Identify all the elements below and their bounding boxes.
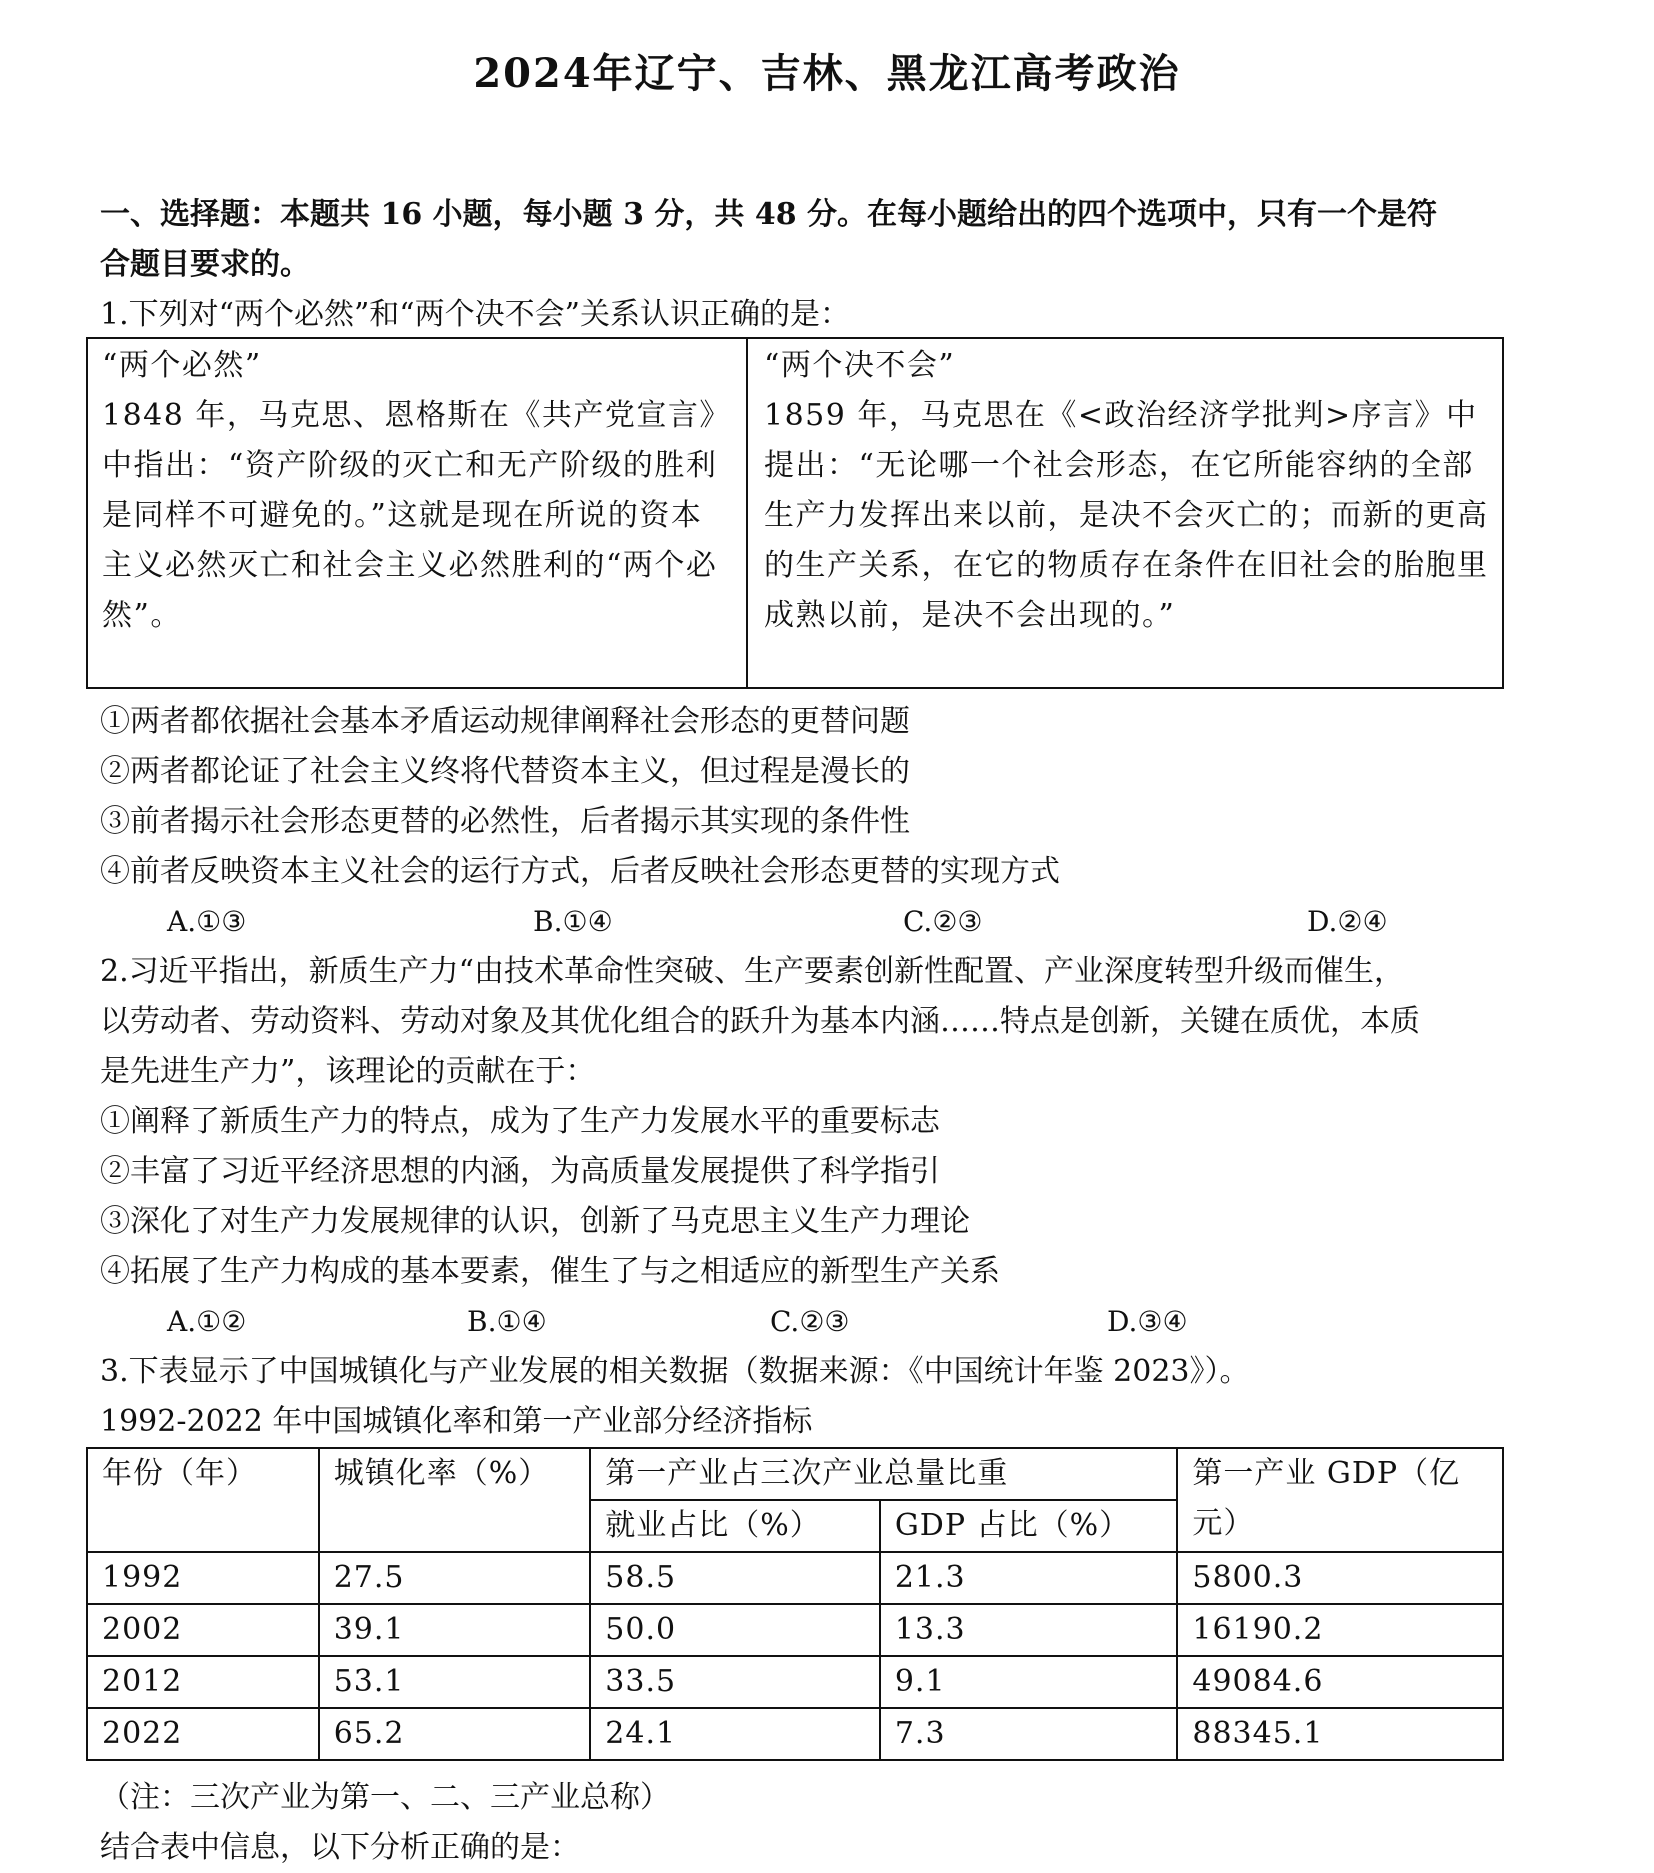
q2-stem-line-3: 是先进生产力”，该理论的贡献在于：: [100, 1054, 596, 1089]
table-row: [87, 1552, 1503, 1604]
q2-option-c[interactable]: C.②③: [770, 1305, 850, 1338]
q2-option-a[interactable]: A.①②: [167, 1305, 247, 1338]
cell-year: 2002: [87, 1604, 319, 1656]
q1-right-text: 1859 年，马克思在《<政治经济学批判>序言》中提出：“无论哪一个社会形态，在它所能容纳的全部生产力发挥出来以前，是决不会灭亡的；而新的更高的生产关系，在它的物质存在条件在旧社会的胎胞里成熟以前，是决不会出现的。”: [764, 398, 1489, 633]
header-primary-gdp: 第一产业 GDP（亿元）: [1177, 1448, 1503, 1552]
cell-urbanization: 27.5: [319, 1552, 591, 1604]
q3-table-title: 1992-2022 年中国城镇化率和第一产业部分经济指标: [100, 1404, 813, 1439]
q1-right-column: [764, 341, 1494, 641]
table-row: [87, 1656, 1503, 1708]
header-primary-share-group: 第一产业占三次产业总量比重: [590, 1448, 1177, 1500]
q1-left-title: “两个必然”: [102, 348, 262, 383]
q1-option-b[interactable]: B.①④: [533, 905, 613, 938]
cell-gdp-share: 13.3: [880, 1604, 1178, 1656]
cell-primary-gdp: 88345.1: [1177, 1708, 1503, 1760]
q1-statement: ①两者都依据社会基本矛盾运动规律阐释社会形态的更替问题: [100, 704, 910, 739]
q2-statement: ②丰富了习近平经济思想的内涵，为高质量发展提供了科学指引: [100, 1154, 940, 1189]
q1-left-column: [102, 341, 732, 641]
q1-left-text: 1848 年，马克思、恩格斯在《共产党宣言》中指出：“资产阶级的灭亡和无产阶级的胜利是同样不可避免的。”这就是现在所说的资本主义必然灭亡和社会主义必然胜利的“两个必然”。: [102, 398, 731, 633]
q2-option-d[interactable]: D.③④: [1107, 1305, 1188, 1338]
q1-statement: ④前者反映资本主义社会的运行方式，后者反映社会形态更替的实现方式: [100, 854, 1060, 889]
cell-urbanization: 53.1: [319, 1656, 591, 1708]
q2-option-b[interactable]: B.①④: [467, 1305, 547, 1338]
page-title: 2024年辽宁、吉林、黑龙江高考政治: [473, 50, 1181, 97]
q1-option-a[interactable]: A.①③: [167, 905, 247, 938]
q1-statement: ②两者都论证了社会主义终将代替资本主义，但过程是漫长的: [100, 754, 910, 789]
q1-option-d[interactable]: D.②④: [1307, 905, 1388, 938]
cell-primary-gdp: 16190.2: [1177, 1604, 1503, 1656]
cell-urbanization: 39.1: [319, 1604, 591, 1656]
cell-employment-share: 24.1: [590, 1708, 880, 1760]
cell-primary-gdp: 5800.3: [1177, 1552, 1503, 1604]
table-header-row: [87, 1448, 1503, 1500]
q1-right-title: “两个决不会”: [764, 348, 956, 383]
header-urbanization: 城镇化率（%）: [319, 1448, 591, 1552]
header-employment-share: 就业占比（%）: [590, 1500, 880, 1552]
q2-stem-line-1: 2.习近平指出，新质生产力“由技术革命性突破、生产要素创新性配置、产业深度转型升级而催生，: [100, 954, 1404, 989]
cell-year: 2022: [87, 1708, 319, 1760]
cell-urbanization: 65.2: [319, 1708, 591, 1760]
cell-employment-share: 50.0: [590, 1604, 880, 1656]
header-year: 年份（年）: [87, 1448, 319, 1552]
cell-gdp-share: 9.1: [880, 1656, 1178, 1708]
q3-note: （注：三次产业为第一、二、三产业总称）: [100, 1780, 670, 1815]
table-row: [87, 1708, 1503, 1760]
cell-year: 1992: [87, 1552, 319, 1604]
q3-data-table: [86, 1447, 1504, 1761]
q1-statement: ③前者揭示社会形态更替的必然性，后者揭示其实现的条件性: [100, 804, 910, 839]
section-heading: [100, 190, 1550, 290]
q2-stem-line-2: 以劳动者、劳动资料、劳动对象及其优化组合的跃升为基本内涵……特点是创新，关键在质优，本质: [100, 1004, 1420, 1039]
q2-statement: ④拓展了生产力构成的基本要素，催生了与之相适应的新型生产关系: [100, 1254, 1000, 1289]
q3-prompt: 结合表中信息，以下分析正确的是：: [100, 1830, 580, 1865]
q2-statement: ①阐释了新质生产力的特点，成为了生产力发展水平的重要标志: [100, 1104, 940, 1139]
cell-primary-gdp: 49084.6: [1177, 1656, 1503, 1708]
table-row: [87, 1604, 1503, 1656]
q2-statement: ③深化了对生产力发展规律的认识，创新了马克思主义生产力理论: [100, 1204, 970, 1239]
cell-employment-share: 58.5: [590, 1552, 880, 1604]
q1-comparison-box: [86, 337, 1504, 689]
section-heading-line-2: 合题目要求的。: [100, 247, 310, 282]
cell-gdp-share: 21.3: [880, 1552, 1178, 1604]
section-heading-line-1: 一、选择题：本题共 16 小题，每小题 3 分，共 48 分。在每小题给出的四个选项中，只有一个是符: [100, 197, 1438, 232]
header-gdp-share: GDP 占比（%）: [880, 1500, 1178, 1552]
cell-year: 2012: [87, 1656, 319, 1708]
cell-employment-share: 33.5: [590, 1656, 880, 1708]
cell-gdp-share: 7.3: [880, 1708, 1178, 1760]
q1-option-c[interactable]: C.②③: [903, 905, 983, 938]
q3-stem: 3.下表显示了中国城镇化与产业发展的相关数据（数据来源：《中国统计年鉴 2023》）。: [100, 1354, 1250, 1389]
q1-stem: 1.下列对“两个必然”和“两个决不会”关系认识正确的是：: [100, 297, 850, 332]
q1-box-divider: [746, 339, 748, 687]
